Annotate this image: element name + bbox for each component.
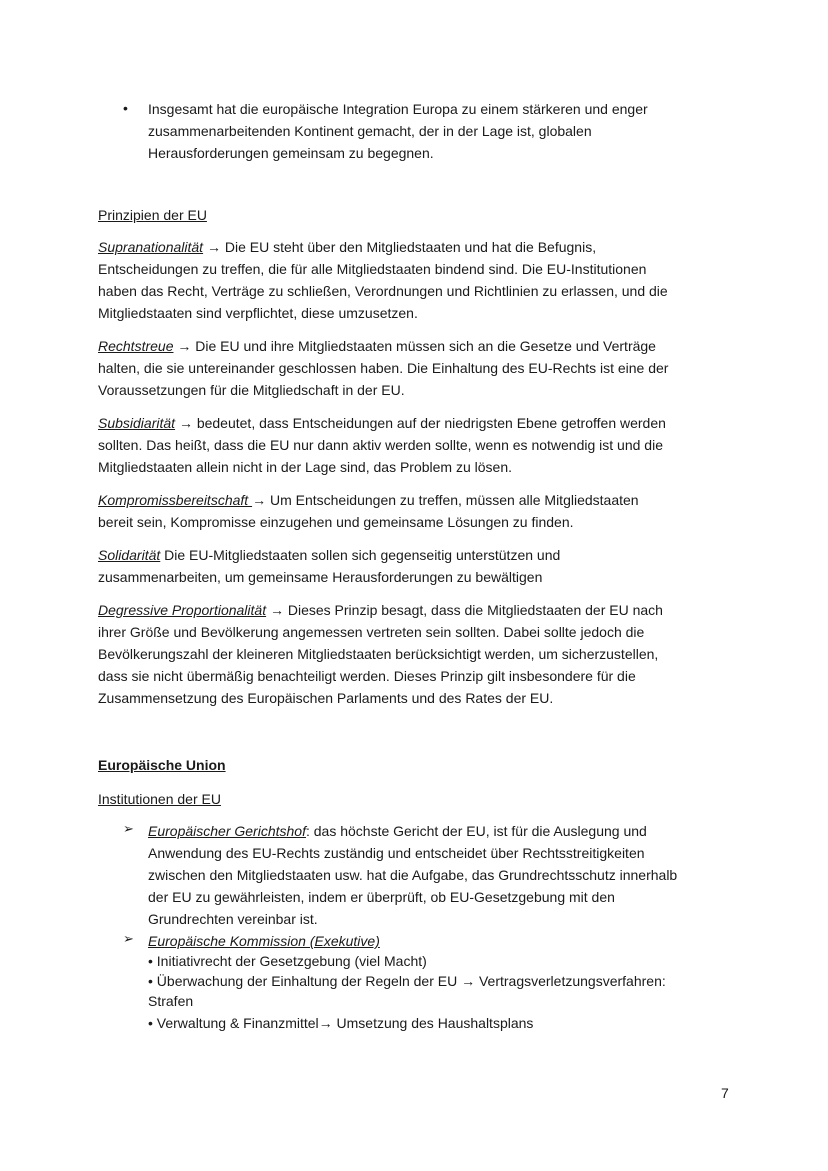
arrow-icon: → bbox=[178, 415, 193, 431]
principle-subsidiaritaet bbox=[98, 412, 666, 434]
principle-text: Die EU und ihre Mitgliedstaaten müssen sich an die Gesetze und Verträge bbox=[191, 338, 656, 354]
principle-text-line: halten, die sie untereinander geschlossen haben. Die Einhaltung des EU-Rechts ist eine der bbox=[98, 360, 669, 376]
intro-bullet-line: zusammenarbeitenden Kontinent gemacht, der in der Lage ist, globalen bbox=[148, 123, 592, 139]
institution-text-line: • Überwachung der Einhaltung der Regeln der EU → Vertragsverletzungsverfahren: bbox=[148, 973, 666, 989]
arrow-bullet-icon: ➢ bbox=[123, 931, 134, 946]
institution-text-line: • Initiativrecht der Gesetzgebung (viel Macht) bbox=[148, 953, 427, 969]
institution-text-line: zwischen den Mitgliedstaaten usw. hat die Aufgabe, das Grundrechtsschutz innerhalb bbox=[148, 867, 678, 883]
institution-gerichtshof bbox=[148, 820, 647, 842]
institution-text-line: der EU zu gewährleisten, indem er überprüft, ob EU-Gesetzgebung mit den bbox=[148, 889, 615, 905]
principle-text: Die EU-Mitgliedstaaten sollen sich gegenseitig unterstützen und bbox=[160, 547, 561, 563]
principle-text: Dieses Prinzip besagt, dass die Mitgliedstaaten der EU nach bbox=[283, 602, 663, 618]
union-heading: Europäische Union bbox=[98, 757, 226, 773]
principle-solidaritaet bbox=[98, 544, 560, 566]
principle-text-line: zusammenarbeiten, um gemeinsame Herausforderungen zu bewältigen bbox=[98, 569, 543, 585]
principle-text-line: ihrer Größe und Bevölkerung angemessen vertreten sein sollten. Dabei sollte jedoch die bbox=[98, 624, 645, 640]
principle-supranationalitaet bbox=[98, 236, 596, 258]
principle-text-line: Bevölkerungszahl der kleineren Mitgliedstaaten berücksichtigt werden, um sicherzustellen, bbox=[98, 646, 659, 662]
principle-text-line: Entscheidungen zu treffen, die für alle Mitgliedstaaten bindend sind. Die EU-Institutionen bbox=[98, 261, 647, 277]
principle-term: Solidarität bbox=[98, 547, 161, 563]
principle-text-line: sollten. Das heißt, dass die EU nur dann aktiv werden sollte, wenn es notwendig ist und die bbox=[98, 437, 663, 453]
institution-text-line: Strafen bbox=[148, 993, 194, 1009]
arrow-icon: → bbox=[177, 338, 192, 354]
institution-term: Europäischer Gerichtshof bbox=[148, 823, 306, 839]
principle-degressive bbox=[98, 599, 663, 621]
arrow-icon: → bbox=[206, 239, 221, 255]
bullet-marker: • bbox=[123, 100, 128, 116]
principle-text-line: Zusammensetzung des Europäischen Parlaments und des Rates der EU. bbox=[98, 690, 554, 706]
principle-text-line: Voraussetzungen für die Mitgliedschaft in der EU. bbox=[98, 382, 405, 398]
principle-term: Supranationalität bbox=[98, 239, 204, 255]
intro-bullet-line: Insgesamt hat die europäische Integration Europa zu einem stärkeren und enger bbox=[148, 101, 648, 117]
principle-text: Die EU steht über den Mitgliedstaaten und hat die Befugnis, bbox=[220, 239, 597, 255]
principle-rechtstreue bbox=[98, 335, 656, 357]
arrow-icon: → bbox=[269, 602, 284, 618]
principle-kompromiss bbox=[98, 489, 639, 511]
principle-term: Rechtstreue bbox=[98, 338, 174, 354]
page-number: 7 bbox=[721, 1085, 729, 1101]
principles-heading: Prinzipien der EU bbox=[98, 207, 207, 223]
arrow-bullet-icon: ➢ bbox=[123, 821, 134, 836]
institutions-heading: Institutionen der EU bbox=[98, 791, 221, 807]
institution-text: : das höchste Gericht der EU, ist für die Auslegung und bbox=[305, 823, 647, 839]
intro-bullet-line: Herausforderungen gemeinsam zu begegnen. bbox=[148, 145, 434, 161]
arrow-icon: → bbox=[252, 492, 267, 508]
principle-text-line: bereit sein, Kompromisse einzugehen und gemeinsame Lösungen zu finden. bbox=[98, 514, 574, 530]
principle-text-line: Mitgliedstaaten sind verpflichtet, diese umzusetzen. bbox=[98, 305, 418, 321]
institution-text-line: Anwendung des EU-Rechts zuständig und entscheidet über Rechtsstreitigkeiten bbox=[148, 845, 645, 861]
principle-term: Kompromissbereitschaft bbox=[98, 492, 253, 508]
principle-text: bedeutet, dass Entscheidungen auf der niedrigsten Ebene getroffen werden bbox=[192, 415, 666, 431]
principle-text-line: dass sie nicht übermäßig benachteiligt werden. Dieses Prinzip gilt insbesondere für die bbox=[98, 668, 636, 684]
institution-term: Europäische Kommission (Exekutive) bbox=[148, 933, 380, 949]
principle-text-line: haben das Recht, Verträge zu schließen, Verordnungen und Richtlinien zu erlassen, und die bbox=[98, 283, 668, 299]
principle-text: Um Entscheidungen zu treffen, müssen alle Mitgliedstaaten bbox=[266, 492, 639, 508]
principle-term: Subsidiarität bbox=[98, 415, 176, 431]
principle-term: Degressive Proportionalität bbox=[98, 602, 267, 618]
principle-text-line: Mitgliedstaaten allein nicht in der Lage sind, das Problem zu lösen. bbox=[98, 459, 513, 475]
institution-text-line: • Verwaltung & Finanzmittel→ Umsetzung des Haushaltsplans bbox=[148, 1015, 534, 1031]
institution-text-line: Grundrechten vereinbar ist. bbox=[148, 911, 318, 927]
